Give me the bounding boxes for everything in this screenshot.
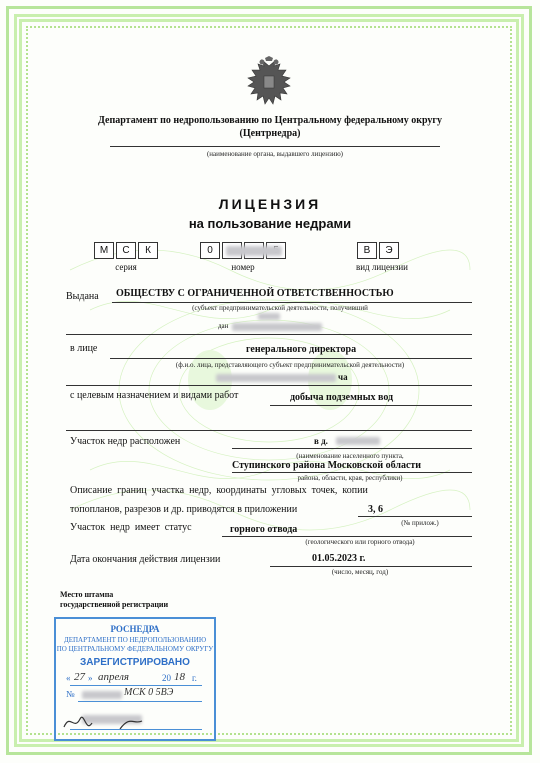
issued-underline (112, 302, 472, 303)
location-caption: (наименование населенного пункта, (296, 452, 404, 460)
type-box-2: Э (379, 242, 399, 259)
location-underline (232, 448, 472, 449)
stamp-year-prefix: 20 (162, 673, 171, 683)
stamp-num-handwritten: МСК 0 5ВЭ (124, 687, 174, 698)
status-value: горного отвода (230, 524, 298, 535)
issued-value: ОБЩЕСТВУ С ОГРАНИЧЕННОЙ ОТВЕТСТВЕННОСТЬЮ (116, 288, 394, 299)
location-village-prefix: в д. (314, 436, 328, 446)
stamp-num-label: № (66, 689, 75, 699)
expiry-caption: (число, месяц, год) (331, 568, 389, 576)
series-label: серия (115, 262, 137, 272)
series-box-2: С (116, 242, 136, 259)
stamp-day-open-quote: « (66, 673, 71, 683)
coat-of-arms-icon (244, 56, 294, 110)
status-underline (222, 536, 472, 537)
person-topline (66, 334, 472, 335)
department-line1: Департамент по недропользованию по Центральному федеральному округу (98, 115, 442, 126)
department-caption: (наименование органа, выдавшего лицензию) (206, 150, 344, 158)
description-line2: топопланов, разрезов и др. приводятся в приложении (70, 504, 298, 515)
redacted-village (336, 437, 380, 445)
number-box-1: 0 (200, 242, 220, 259)
license-subtitle: на пользование недрами (188, 216, 352, 231)
stamp-num-line (78, 701, 202, 702)
person-label: в лице (70, 343, 98, 354)
type-box-1: В (357, 242, 377, 259)
status-caption: (геологического или горного отвода) (305, 538, 415, 546)
stamp-org: РОСНЕДРА (110, 624, 160, 634)
registration-line1: Место штампа (60, 590, 114, 599)
person-value: генерального директора (246, 344, 357, 355)
issued-caption: (субъект предпринимательской деятельности, получивший (192, 304, 368, 312)
expiry-value: 01.05.2023 г. (312, 553, 366, 564)
license-title: ЛИЦЕНЗИЯ (218, 196, 322, 212)
appendix-caption: (№ прилож.) (401, 519, 439, 527)
issued-label: Выдана (66, 291, 99, 302)
status-label: Участок недр имеет статус (70, 522, 192, 533)
department-underline (110, 146, 440, 147)
stamp-signature-line (70, 729, 202, 730)
purpose-underline (270, 405, 472, 406)
stamp-dept2: ПО ЦЕНТРАЛЬНОМУ ФЕДЕРАЛЬНОМУ ОКРУГУ (56, 645, 214, 653)
stamp-month: апреля (98, 671, 130, 683)
redacted-text-1 (258, 313, 280, 320)
expiry-underline (270, 566, 472, 567)
purpose-extra-line (66, 430, 472, 431)
stamp-year-suffix: г. (192, 673, 197, 683)
expiry-label: Дата окончания действия лицензии (70, 554, 221, 565)
person-name-underline (66, 385, 472, 386)
person-underline (110, 358, 472, 359)
redacted-number (226, 246, 282, 256)
type-label: вид лицензии (355, 262, 409, 272)
issued-caption-2: дан (218, 322, 229, 330)
stamp-year: 18 (174, 671, 185, 683)
description-line1: Описание границ участка недр, координаты угловых точек, копии (70, 485, 368, 496)
stamp-day: 27 (74, 671, 85, 683)
stamp-date-line (70, 685, 202, 686)
person-caption: (ф.и.о. лица, представляющего субъект предпринимательской деятельности) (175, 361, 405, 369)
location-caption-2: района, области, края, республики) (297, 474, 403, 482)
location-label: Участок недр расположен (70, 436, 181, 447)
stamp-registered: ЗАРЕГИСТРИРОВАНО (80, 657, 190, 668)
series-box-3: К (138, 242, 158, 259)
location-district: Ступинского района Московской области (232, 460, 422, 471)
signature-icon (60, 705, 170, 735)
registration-stamp (54, 617, 216, 741)
purpose-value: добыча подземных вод (290, 392, 394, 403)
person-name-suffix: ча (338, 372, 348, 382)
purpose-label: с целевым назначением и видами работ (70, 390, 239, 401)
series-box-1: М (94, 242, 114, 259)
department-line2: (Центрнедра) (239, 128, 301, 139)
number-label: номер (231, 262, 255, 272)
registration-line2: государственной регистрации (60, 600, 169, 609)
redacted-reg-number (82, 691, 122, 699)
appendix-number: 3, 6 (368, 504, 383, 515)
appendix-underline (358, 516, 472, 517)
stamp-day-close-quote: » (88, 673, 93, 683)
redacted-name (216, 374, 336, 382)
stamp-dept1: ДЕПАРТАМЕНТ ПО НЕДРОПОЛЬЗОВАНИЮ (63, 636, 207, 644)
district-underline (232, 472, 472, 473)
redacted-text-2 (232, 323, 322, 331)
